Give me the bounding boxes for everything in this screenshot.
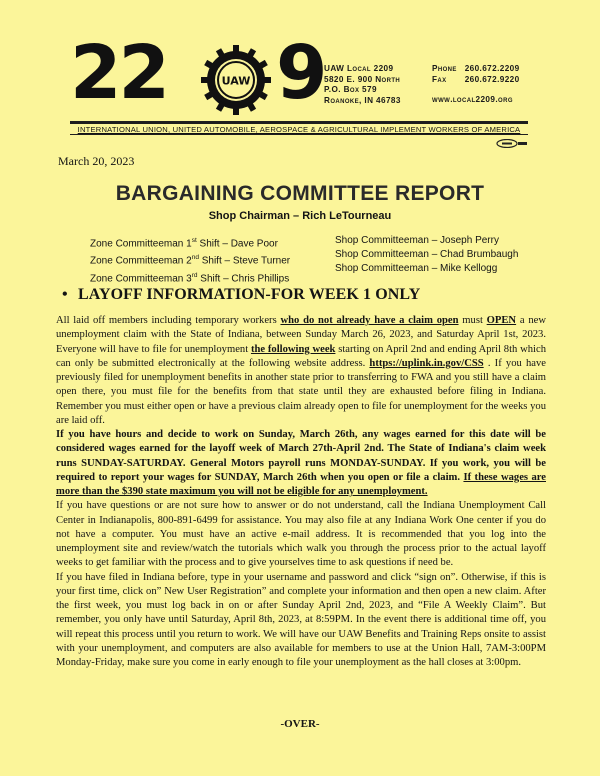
header-rule-bottom [70,134,528,135]
shop-chairman: Shop Chairman – Rich LeTourneau [208,210,392,222]
paragraph-claim-instructions: All laid off members including temporary workers who do not already have a claim open must OPEN a new unemployment claim with the State of Indiana, between Sunday March 26, 2023, and Saturday April 1st, 2023. Everyone will have to file for unemployment the following week starting on April 2nd and ending April 8th which can only be submitted electronically at the following website address. https://uplink.in.gov/CSS . If you have previously filed for unemployment benefits in another state prior to transferring to FWA and you still have a claim open there, you must file for the benefits from that state until they are exhausted before filing in Indiana. Remember you must either open or have a previous claim already open to file for unemployment for the weeks you are laid off. [56,315,547,426]
fax-label: Fax [432,74,447,84]
shop-committeeman: Shop Committeeman – Chad Brumbaugh [335,249,519,260]
address-line: P.O. Box 579 [324,85,377,95]
phone-number: 260.672.2209 [464,64,520,73]
over-notice: -OVER- [280,718,320,730]
union-name: INTERNATIONAL UNION, UNITED AUTOMOBILE, AEROSPACE & AGRICULTURAL IMPLEMENT WORKERS OF AMERICA [77,125,521,134]
paragraph-sunday-wages: If you have hours and decide to work on Sunday, March 26th, any wages earned for this date will be considered wages earned for the layoff week of March 27th-April 2nd. The State of Indiana's claim week runs SUNDAY-SATURDAY. General Motors payroll runs MONDAY-SUNDAY. If you work, you will be required to report your wages for SUNDAY, March 26th when you open or file a claim. If these wages are more than the $390 state maximum you will not be eligible for any unemployment. [56,429,546,497]
bullet-icon: • [62,286,68,303]
union-bug-icon [494,139,528,148]
paragraph-call-center: If you have questions or are not sure how to answer or do not understand, call the Indiana Unemployment Call Center in Indianapolis, 800-891-6499 for assistance. You may also file at any Indiana Work One center if you do not have a computer. You must have an active e-mail address. It is recommended that you log into the unemployment site and review/watch the tutorials which walk you through the process prior to the actual layoff weeks to get familiar with the process and to give yourselves time to ask questions if need be. [56,500,546,569]
local-2209-logo [70,30,325,116]
emblem-text: UAW [221,74,251,88]
shop-committeeman: Shop Committeeman – Joseph Perry [335,235,499,246]
website-link[interactable]: www.local2209.org [432,95,513,105]
shop-committeemen [335,234,518,276]
shop-committeeman: Shop Committeeman – Mike Kellogg [335,263,498,274]
uplink-website-link[interactable]: https://uplink.in.gov/CSS [369,357,484,369]
fax-row [432,75,520,86]
zone-committeeman: Zone Committeeman 1st Shift – Dave Poor [90,237,278,250]
contact-info [432,64,520,106]
paragraph-weekly-claim: If you have filed in Indiana before, type in your username and password and click “sign on”. Otherwise, if this is your first time, click on” New User Registration” and complete your information and then open a new claim. After the first week, you must log back in on or after Sunday April 2nd, 2023, and “File A Weekly Claim”. But remember, you only have until Saturday, April 8th, 2023, at 8:59PM. In the event there is additional time off, you will repeat this process until you return to work. We will have our UAW Benefits and Training Reps onsite to assist with your unemployment, and computers are also available for members to use at the Union Hall, 7AM-3:00PM Monday-Friday, make sure you come in early enough to file your unemployment as the hall closes at 3:00pm. [56,571,546,668]
address-line: UAW Local 2209 [324,64,394,73]
letter-date: March 20, 2023 [58,154,135,168]
section-heading-text: LAYOFF INFORMATION-FOR WEEK 1 ONLY [78,286,421,303]
address-line: Roanoke, IN 46783 [324,95,401,105]
zone-committeemen [90,234,290,286]
address-line: 5820 E. 900 North [324,74,401,84]
logo-number-right: 9 [276,30,325,116]
logo-number-left: 22 [70,30,167,116]
phone-row [432,64,520,75]
fax-number: 260.672.9220 [464,74,520,84]
zone-committeeman: Zone Committeeman 3rd Shift – Chris Phillips [90,271,290,284]
uaw-emblem-icon [200,44,272,116]
report-title: BARGAINING COMMITTEE REPORT [115,182,485,205]
header-rule-top [70,121,528,124]
zone-committeeman: Zone Committeeman 2nd Shift – Steve Turner [90,254,291,267]
report-body [56,314,546,670]
section-heading [62,286,420,304]
phone-label: Phone [432,64,457,73]
mailing-address [324,64,401,106]
